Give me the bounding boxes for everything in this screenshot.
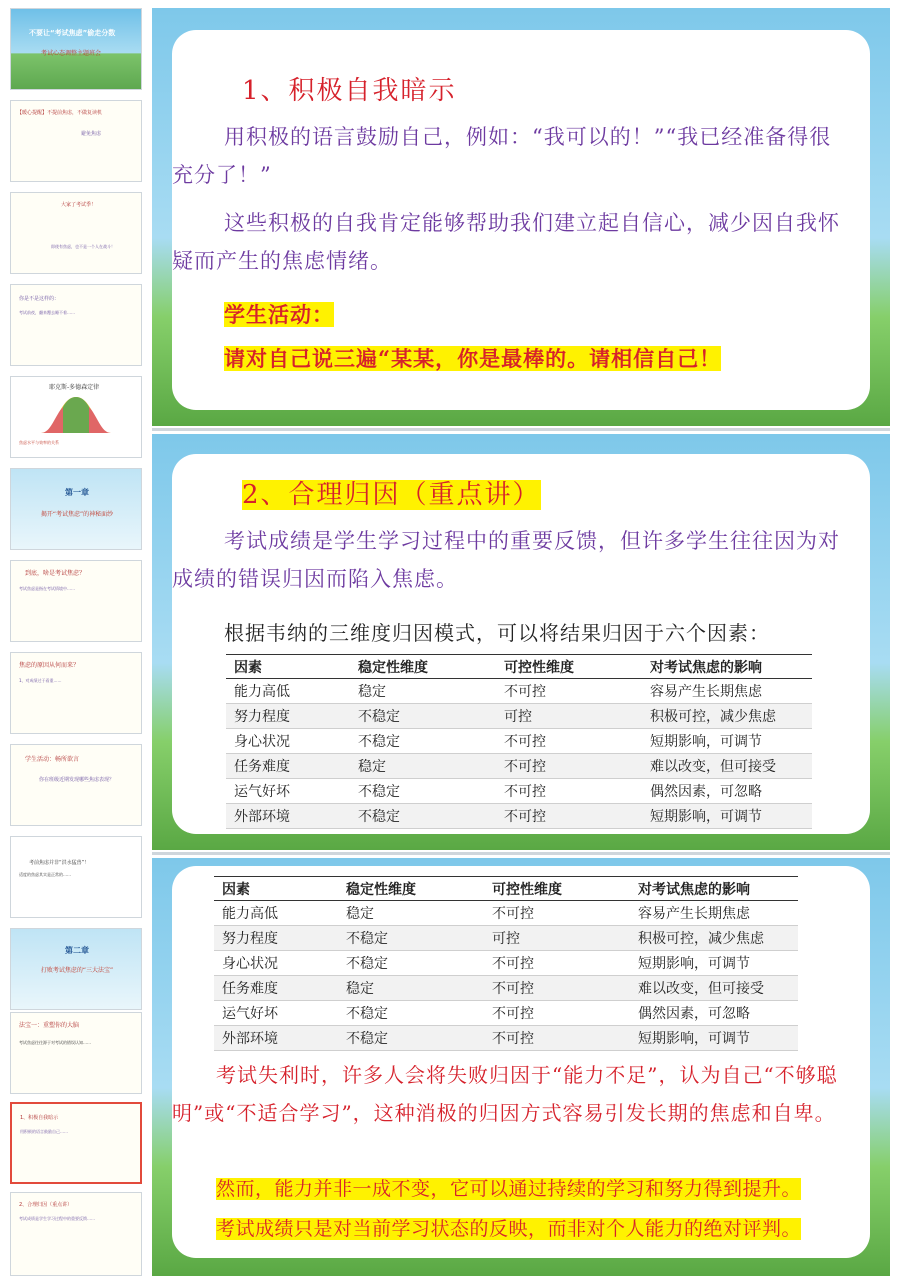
thumb-subtitle: 焦虑水平与效率的关系: [19, 440, 59, 445]
table-cell: 不稳定: [350, 779, 496, 804]
table-cell: 积极可控，减少焦虑: [642, 704, 812, 729]
table-row: [226, 779, 812, 804]
table-cell: 容易产生长期焦虑: [642, 679, 812, 704]
table-row: [214, 1026, 798, 1051]
thumb-title: 你是不是这样的：: [19, 296, 60, 302]
slide-paragraph: 用积极的语言鼓励自己，例如：“我可以的！”“我已经准备得很充分了！”: [172, 125, 832, 187]
table-cell: 不可控: [496, 779, 642, 804]
slide-thumbnail-13[interactable]: [10, 1102, 142, 1184]
activity-label: [224, 296, 334, 334]
table-row: [226, 679, 812, 704]
table-header: 可控性维度: [496, 655, 642, 679]
thumb-subtitle: 考试心态调整主题班会: [41, 50, 102, 57]
thumb-title: 第二章: [65, 946, 89, 955]
slide-divider: [152, 852, 890, 855]
table-cell: 身心状况: [226, 729, 350, 754]
table-row: [226, 704, 812, 729]
table-header: 可控性维度: [484, 877, 630, 901]
highlight-line: [216, 1210, 801, 1248]
table-row: [214, 1001, 798, 1026]
table-row: [214, 901, 798, 926]
table-cell: 努力程度: [226, 704, 350, 729]
table-row: [214, 976, 798, 1001]
slide-paragraph: 考试失利时，许多人会将失败归因于“能力不足”，认为自己“不够聪明”或“不适合学习”，这种消极的归因方式容易引发长期的焦虑和自卑。: [172, 1063, 838, 1125]
table-row: [214, 926, 798, 951]
activity-text: [224, 340, 721, 378]
slide-thumbnail-4[interactable]: [10, 284, 142, 366]
thumb-subtitle: 考试成绩是学生学习过程中的重要反馈……: [19, 1216, 95, 1221]
slide-card: [172, 454, 870, 834]
table-cell: 难以改变，但可接受: [642, 754, 812, 779]
slide-thumbnail-5[interactable]: [10, 376, 142, 458]
table-cell: 不可控: [484, 1001, 630, 1026]
slide-thumbnail-11[interactable]: [10, 928, 142, 1010]
table-cell: 不稳定: [350, 804, 496, 829]
thumb-subtitle: 考试焦虑往往源于对考试的错误认知……: [19, 1040, 91, 1045]
table-cell: 努力程度: [214, 926, 338, 951]
table-cell: 不可控: [484, 976, 630, 1001]
table-cell: 不可控: [496, 804, 642, 829]
slide-thumbnail-7[interactable]: [10, 560, 142, 642]
slide-heading: [242, 474, 541, 511]
table-header: 稳定性维度: [350, 655, 496, 679]
thumb-subtitle: 考试焦虑是指在考试情境中……: [19, 586, 75, 591]
slide-thumbnail-3[interactable]: [10, 192, 142, 274]
table-cell: 不可控: [484, 951, 630, 976]
table-cell: 运气好坏: [226, 779, 350, 804]
table-header: 因素: [226, 655, 350, 679]
slide-thumbnail-2[interactable]: [10, 100, 142, 182]
table-cell: 偶然因素，可忽略: [642, 779, 812, 804]
table-cell: 不稳定: [338, 1001, 484, 1026]
thumb-subtitle: 打败考试焦虑的“三大法宝”: [40, 967, 114, 974]
thumb-title: 1、积极自我暗示: [20, 1115, 59, 1121]
table-cell: 不稳定: [350, 704, 496, 729]
slide-heading: 1、积极自我暗示: [242, 76, 457, 106]
thumb-subtitle: 避免焦虑: [81, 131, 102, 137]
slide-paragraph: 考试成绩是学生学习过程中的重要反馈，但许多学生往往因为对成绩的错误归因而陷入焦虑。: [172, 529, 840, 591]
table-cell: 外部环境: [226, 804, 350, 829]
table-cell: 短期影响，可调节: [642, 804, 812, 829]
slide-thumbnail-9[interactable]: [10, 744, 142, 826]
thumb-subtitle: 用积极的语言鼓励自己……: [20, 1129, 68, 1134]
thumb-subtitle: 1、对成绩过于看重……: [19, 678, 62, 683]
table-cell: 不稳定: [338, 951, 484, 976]
table-header: 对考试焦虑的影响: [630, 877, 798, 901]
table-cell: 不稳定: [338, 926, 484, 951]
thumb-title: 不要让“考试焦虑”偷走分数: [29, 29, 116, 37]
table-header: 因素: [214, 877, 338, 901]
table-cell: 可控: [496, 704, 642, 729]
table-header: 对考试焦虑的影响: [642, 655, 812, 679]
table-cell: 能力高低: [214, 901, 338, 926]
highlight-text: 考试成绩只是对当前学习状态的反映，而非对个人能力的绝对评判。: [216, 1218, 802, 1240]
thumb-subtitle: 你在班级近期发现哪些焦虑表现？: [39, 777, 115, 783]
slide-card: [172, 866, 870, 1258]
attribution-table: [214, 876, 798, 1051]
table-cell: 任务难度: [226, 754, 350, 779]
slide-card: [172, 30, 870, 410]
slide-positive-self-talk[interactable]: [152, 8, 890, 426]
slide-thumbnail-10[interactable]: [10, 836, 142, 918]
slide-paragraph: 这些积极的自我肯定能够帮助我们建立起自信心，减少因自我怀疑而产生的焦虑情绪。: [172, 211, 840, 273]
table-cell: 外部环境: [214, 1026, 338, 1051]
slide-heading-text: 2、合理归因（重点讲）: [242, 480, 541, 510]
slide-thumbnail-12[interactable]: [10, 1012, 142, 1094]
highlight-line: [216, 1170, 801, 1208]
table-row: [226, 754, 812, 779]
table-cell: 容易产生长期焦虑: [630, 901, 798, 926]
slide-attribution-continued[interactable]: [152, 858, 890, 1276]
slide-thumbnail-1[interactable]: [10, 8, 142, 90]
highlight-text: 然而，能力并非一成不变，它可以通过持续的学习和努力得到提升。: [216, 1178, 802, 1200]
table-cell: 不稳定: [338, 1026, 484, 1051]
table-cell: 积极可控，减少焦虑: [630, 926, 798, 951]
thumb-title: 大家了考试季！: [61, 202, 97, 208]
attribution-lead: 根据韦纳的三维度归因模式，可以将结果归因于六个因素：: [224, 621, 770, 645]
table-row: [214, 951, 798, 976]
table-cell: 可控: [484, 926, 630, 951]
table-cell: 短期影响，可调节: [630, 951, 798, 976]
thumb-title: 考前焦虑并非“洪水猛兽”！: [29, 860, 90, 866]
slide-thumbnail-14[interactable]: [10, 1192, 142, 1276]
activity-label-text: 学生活动：: [224, 302, 334, 327]
table-cell: 身心状况: [214, 951, 338, 976]
thumb-title: 2、合理归因（重点讲）: [19, 1202, 73, 1208]
slide-thumbnail-8[interactable]: [10, 652, 142, 734]
table-cell: 任务难度: [214, 976, 338, 1001]
table-cell: 稳定: [338, 976, 484, 1001]
thumb-subtitle: 揭开“考试焦虑”的神秘面纱: [40, 511, 114, 518]
table-cell: 不可控: [484, 1026, 630, 1051]
slide-divider: [152, 428, 890, 431]
table-cell: 稳定: [350, 754, 496, 779]
table-header: 稳定性维度: [338, 877, 484, 901]
table-cell: 短期影响，可调节: [630, 1026, 798, 1051]
chart-bell-curve: [41, 395, 111, 433]
table-cell: 稳定: [338, 901, 484, 926]
table-cell: 能力高低: [226, 679, 350, 704]
thumb-title: 法宝一：重塑你的大脑: [19, 1022, 80, 1029]
table-cell: 不可控: [484, 901, 630, 926]
thumb-subtitle: 考试前夜，翻来覆去睡不着……: [19, 310, 75, 315]
thumb-subtitle: 即使有焦虑，也不是一个人在战斗！: [51, 244, 115, 249]
table-cell: 运气好坏: [214, 1001, 338, 1026]
activity-text-content: 请对自己说三遍“某某，你是最棒的。请相信自己！: [224, 346, 722, 371]
table-cell: 不可控: [496, 754, 642, 779]
thumb-title: 到底，啥是考试焦虑？: [25, 570, 86, 577]
thumb-title: 学生活动：畅所欲言: [25, 756, 80, 763]
slide-thumbnail-6[interactable]: [10, 468, 142, 550]
table-row: [226, 804, 812, 829]
slide-thumbnail-panel: [0, 0, 152, 1286]
slide-reasonable-attribution[interactable]: [152, 434, 890, 850]
thumb-title: 焦虑的原因从何而来？: [19, 662, 80, 669]
table-cell: 不可控: [496, 679, 642, 704]
thumb-title: 第一章: [65, 488, 89, 497]
thumb-title: 耶克斯-多德森定律: [49, 384, 100, 391]
table-cell: 偶然因素，可忽略: [630, 1001, 798, 1026]
attribution-table: [226, 654, 812, 829]
table-cell: 难以改变，但可接受: [630, 976, 798, 1001]
table-cell: 稳定: [350, 679, 496, 704]
table-cell: 短期影响，可调节: [642, 729, 812, 754]
thumb-subtitle: 适度的焦虑其实是正常的……: [19, 872, 71, 877]
thumb-title: 【暖心提醒】不提前焦虑，不做复读机: [17, 110, 103, 116]
table-cell: 不稳定: [350, 729, 496, 754]
table-cell: 不可控: [496, 729, 642, 754]
table-row: [226, 729, 812, 754]
